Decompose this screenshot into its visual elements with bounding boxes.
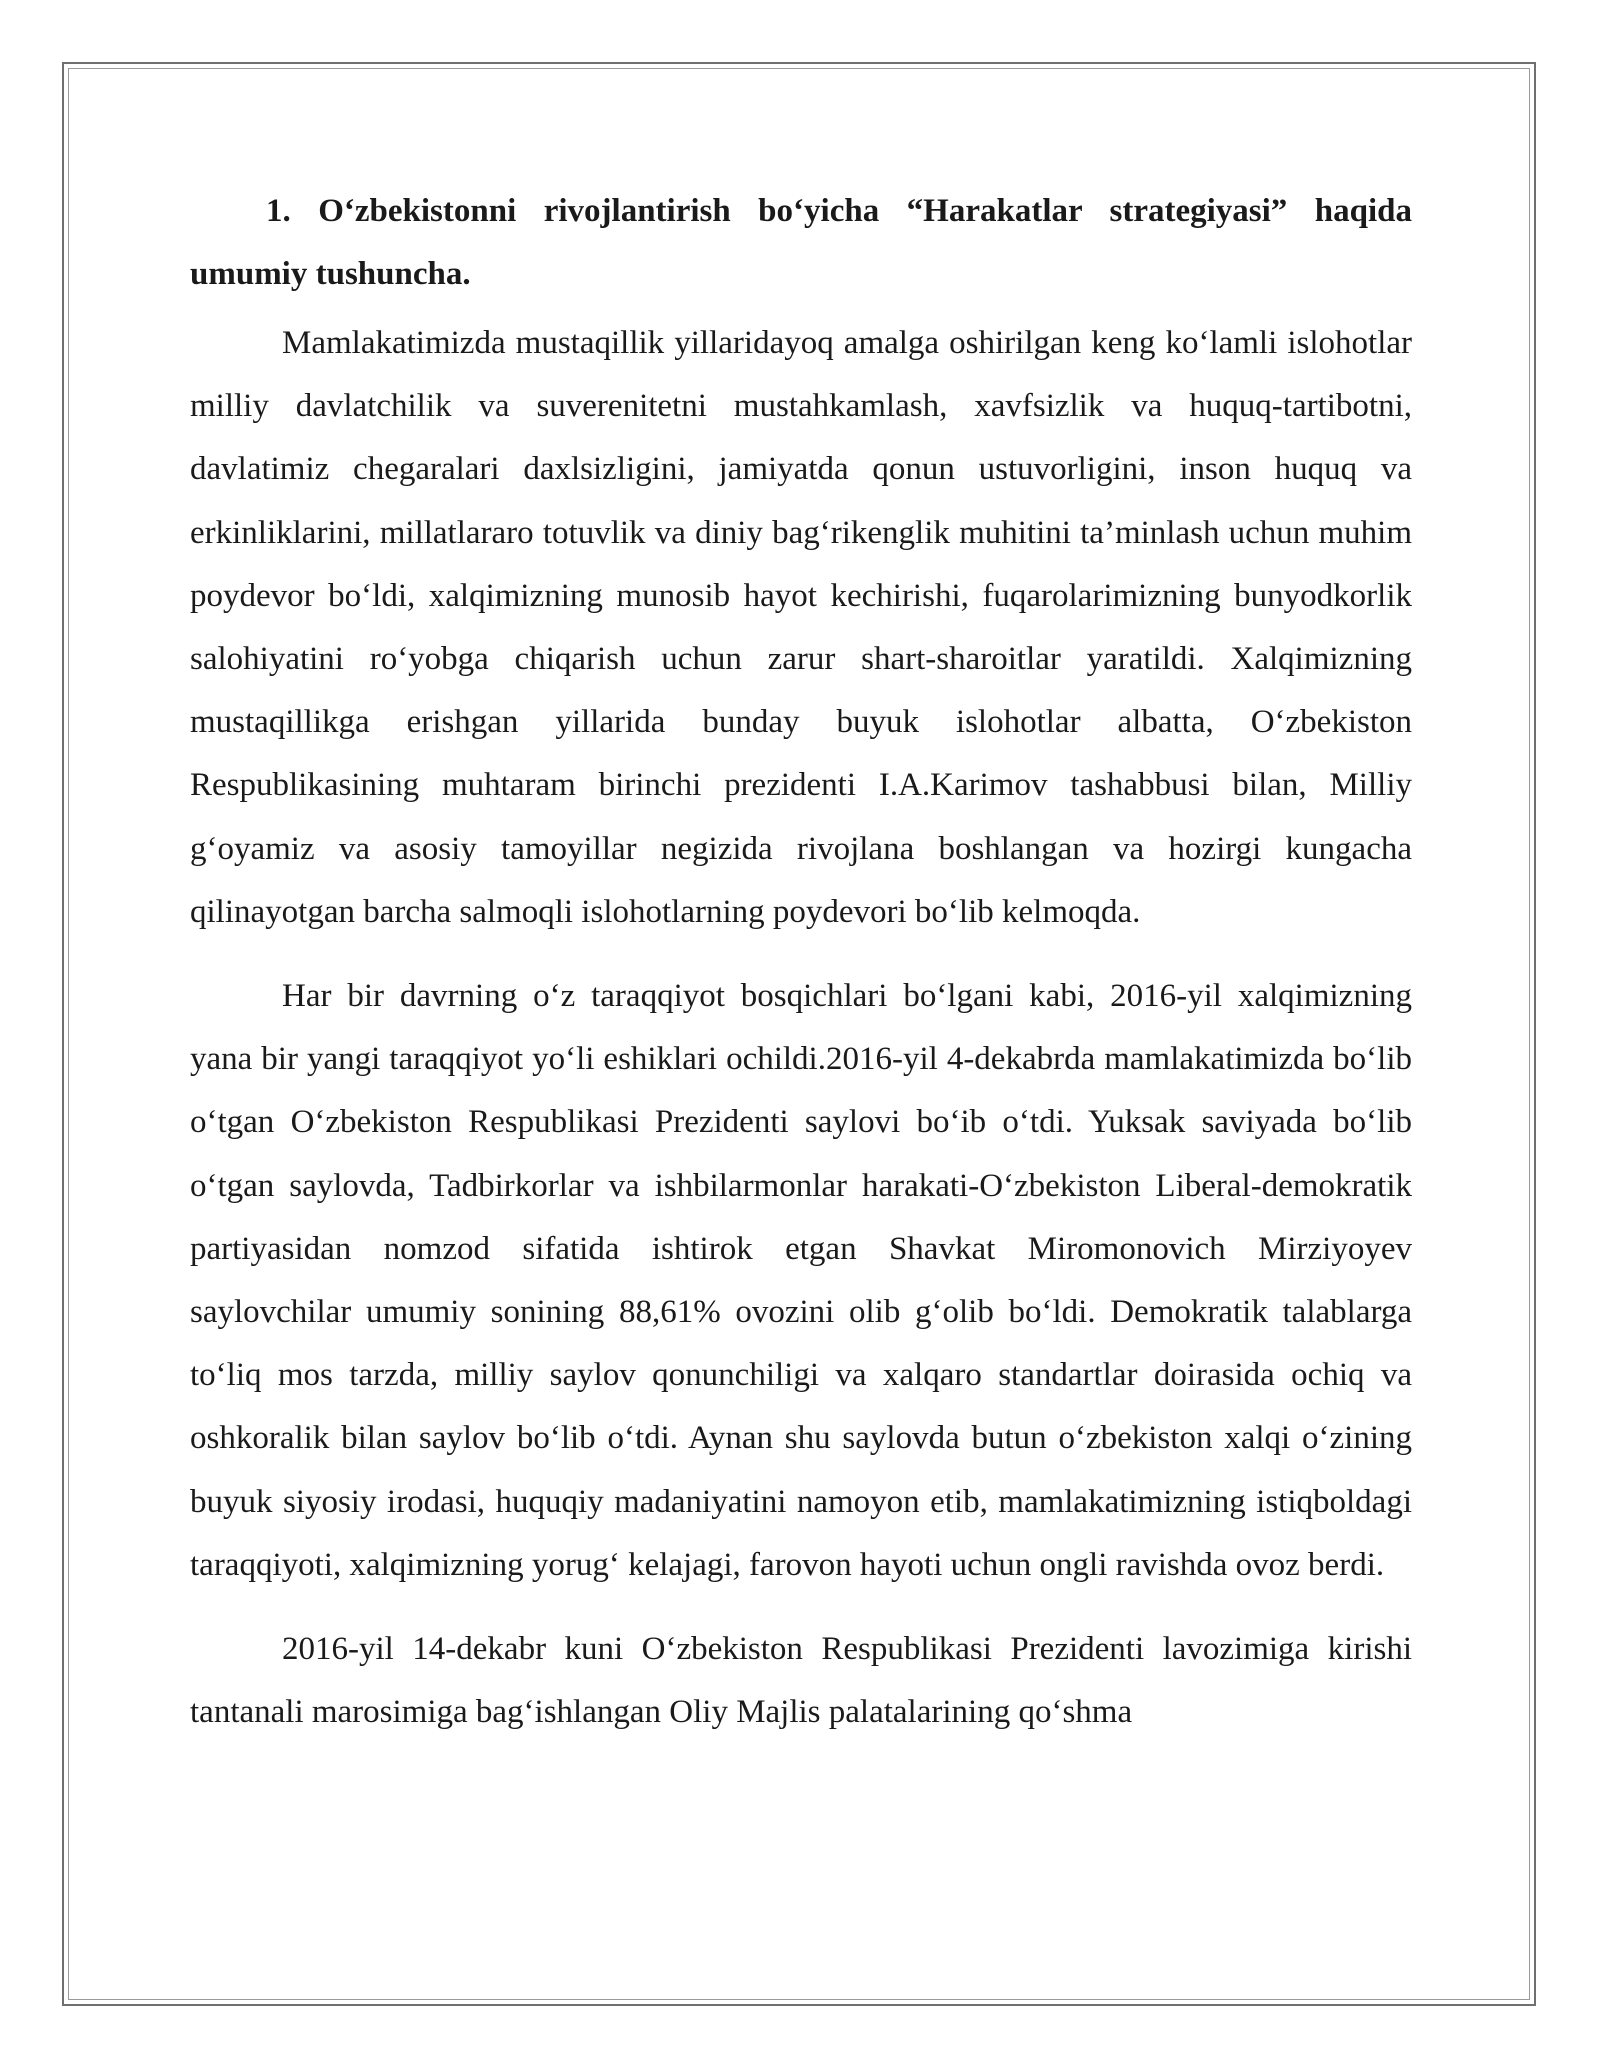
document-body [190, 180, 1412, 1765]
paragraph-3: 2016-yil 14-dekabr kuni O‘zbekiston Respublikasi Prezidenti lavozimiga kirishi tantanali marosimiga bag‘ishlangan Oliy Majlis palatalarining qo‘shma [190, 1631, 1412, 1731]
section-heading: 1. O‘zbekistonni rivojlantirish bo‘yicha “Harakatlar strategiyasi” haqida umumiy tushuncha. [190, 193, 1412, 292]
paragraph-2: Har bir davrning o‘z taraqqiyot bosqichlari bo‘lgani kabi, 2016-yil xalqimizning yana bir yangi taraqqiyot yo‘li eshiklari ochildi.2016-yil 4-dekabrda mamlakatimizda bo‘lib o‘tgan O‘zbekiston Respublikasi Prezidenti saylovi bo‘ib o‘tdi. Yuksak saviyada bo‘lib o‘tgan saylovda, Tadbirkorlar va ishbilarmonlar harakati-O‘zbekiston Liberal-demokratik partiyasidan nomzod sifatida ishtirok etgan Shavkat Miromonovich Mirziyoyev saylovchilar umumiy sonining 88,61% ovozini olib g‘olib bo‘ldi. Demokratik talablarga to‘liq mos tarzda, milliy saylov qonunchiligi va xalqaro standartlar doirasida ochiq va oshkoralik bilan saylov bo‘lib o‘tdi. Aynan shu saylovda butun o‘zbekiston xalqi o‘zining buyuk siyosiy irodasi, huquqiy madaniyatini namoyon etib, mamlakatimizning istiqboldagi taraqqiyoti, xalqimizning yorug‘ kelajagi, farovon hayoti uchun ongli ravishda ovoz berdi. [190, 978, 1412, 1583]
paragraph-1: Mamlakatimizda mustaqillik yillaridayoq amalga oshirilgan keng ko‘lamli islohotlar milliy davlatchilik va suverenitetni mustahkamlash, xavfsizlik va huquq-tartibotni, davlatimiz chegaralari daxlsizligini, jamiyatda qonun ustuvorligini, inson huquq va erkinliklarini, millatlararo totuvlik va diniy bag‘rikenglik muhitini ta’minlash uchun muhim poydevor bo‘ldi, xalqimizning munosib hayot kechirishi, fuqarolarimizning bunyodkorlik salohiyatini ro‘yobga chiqarish uchun zarur shart-sharoitlar yaratildi. Xalqimizning mustaqillikga erishgan yillarida bunday buyuk islohotlar albatta, O‘zbekiston Respublikasining muhtaram birinchi prezidenti I.A.Karimov tashabbusi bilan, Milliy g‘oyamiz va asosiy tamoyillar negizida rivojlana boshlangan va hozirgi kungacha qilinayotgan barcha salmoqli islohotlarning poydevori bo‘lib kelmoqda. [190, 325, 1412, 930]
